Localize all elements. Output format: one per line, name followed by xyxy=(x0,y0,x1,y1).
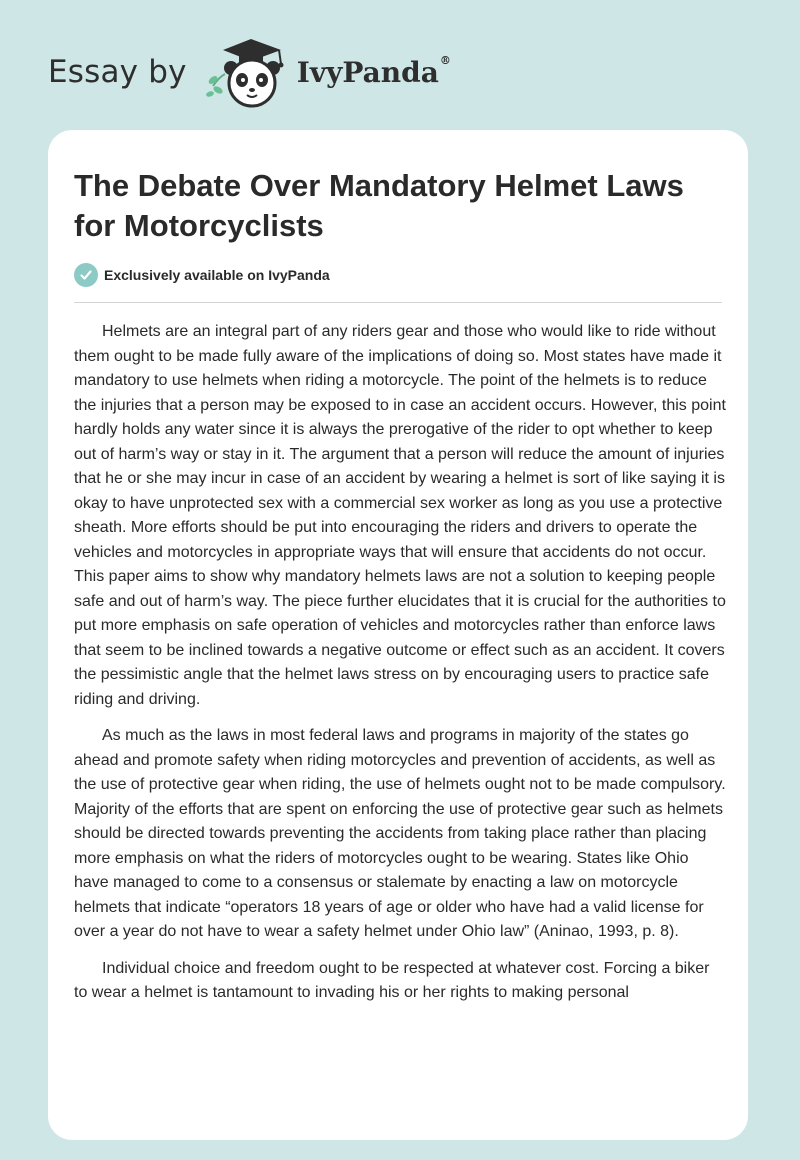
registered-mark: ® xyxy=(439,53,451,67)
exclusive-badge xyxy=(74,263,330,287)
exclusive-label: Exclusively available on IvyPanda xyxy=(104,267,330,283)
essay-title: The Debate Over Mandatory Helmet Laws for Motorcyclists xyxy=(74,168,684,243)
brand-text: IvyPanda xyxy=(296,55,439,89)
essay-body xyxy=(74,320,726,1018)
ivypanda-brand[interactable] xyxy=(296,53,451,89)
panda-logo-icon[interactable] xyxy=(201,34,293,110)
essay-by-label: Essay by xyxy=(48,54,187,90)
checkmark-icon xyxy=(74,263,98,287)
paragraph: Helmets are an integral part of any riders gear and those who would like to ride without them ought to be made fully aware of the implications of doing so. Most states have made it mandatory to use helmets when riding a motorcycle. The point of the helmets is to reduce the injuries that a person may be exposed to in case an accident occurs. However, this point hardly holds any water since it is always the prerogative of the rider to opt whether to keep out of harm’s way or stay in it. The argument that a person will reduce the amount of injuries that he or she may incur in case of an accident by wearing a helmet is sort of like saying it is okay to have unprotected sex with a commercial sex worker as long as you use a protective sheath. More efforts should be put into encouraging the riders and drivers to operate the vehicles and motorcycles in appropriate ways that will ensure that accidents do not occur. This paper aims to show why mandatory helmets laws are not a solution to keeping people safe and out of harm’s way. The piece further elucidates that it is crucial for the authorities to put more emphasis on safe operation of vehicles and motorcycles rather than enforce laws that seem to be inclined towards a negative outcome or effect such as an accident. It covers the pessimistic angle that the helmet laws stress on by encouraging users to practice safe riding and driving. xyxy=(74,323,726,708)
divider xyxy=(74,302,722,303)
paragraph: As much as the laws in most federal laws and programs in majority of the states go ahead and promote safety when riding motorcycles and prevention of accidents, as well as the use of protective gear when riding, the use of helmets ought not to be made compulsory. Majority of the efforts that are spent on enforcing the use of protective gear such as helmets should be directed towards preventing the accidents from taking place rather than placing more emphasis on what the riders of motorcycles ought to be wearing. States like Ohio have managed to come to a consensus or stalemate by enacting a law on motorcycle helmets that indicate “operators 18 years of age or older who have had a valid license for over a year do not have to wear a safety helmet under Ohio law” (Aninao, 1993, p. 8). xyxy=(74,727,726,940)
paragraph: Individual choice and freedom ought to be respected at whatever cost. Forcing a biker to wear a helmet is tantamount to invading his or her rights to making personal xyxy=(74,959,710,1001)
site-header xyxy=(48,34,451,110)
essay-card xyxy=(48,130,748,1140)
